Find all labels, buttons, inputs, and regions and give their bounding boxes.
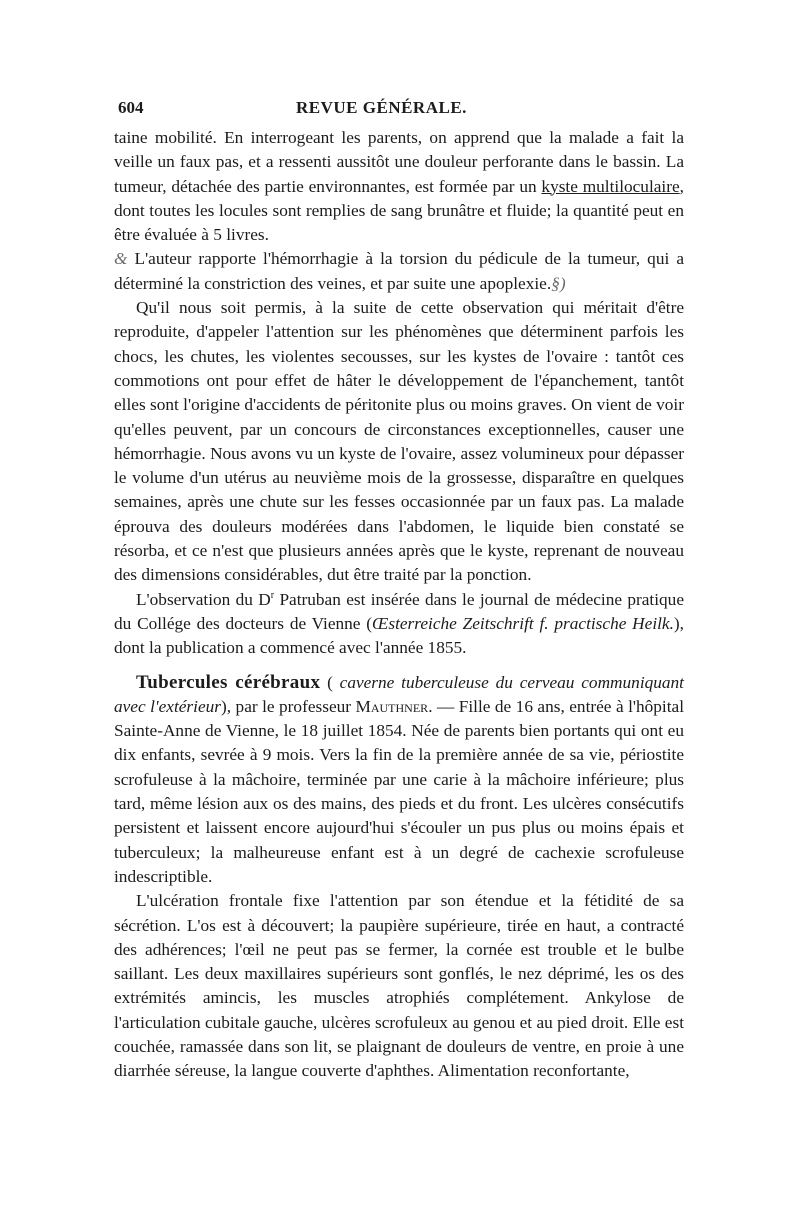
underlined-term: kyste multiloculaire (541, 176, 680, 196)
section-subtitle: caverne tuberculeuse du cerveau communiquant avec l'extérieur (114, 672, 684, 716)
section-text-a: ), par le professeur (221, 696, 356, 716)
paragraph-2-text: L'auteur rapporte l'hémorrhagie à la torsion du pédicule de la tumeur, qui a déterminé la constriction des veines, et par suite une apoplexie. (114, 249, 684, 293)
paragraph-3: Qu'il nous soit permis, à la suite de cette observation qui méritait d'être reproduite, d'appeler l'attention sur les phénomènes que déterminent parfois les chocs, les chutes, les violentes secousses, sur les kystes de l'ovaire : tantôt ces commotions ont pour effet de hâter le développement de l'épanchement, tantôt elles sont l'origine d'accidents de péritonite plus ou moins graves. On vient de voir qu'elles peuvent, par un concours de circonstances exceptionnelles, causer une hémorrhagie. Nous avons vu un kyste de l'ovaire, assez volumineux pour dépasser le volume d'un utérus au neuvième mois de la grossesse, disparaître en quelques semaines, après une chute sur les fesses occasionnée par un faux pas. La malade éprouva des douleurs modérées dans l'abdomen, le liquide bien constaté se résorba, et ce n'est que plusieurs années après que le kyste, reprenant de nouveau des dimensions considérables, dut être traité par la ponction. (114, 298, 684, 585)
section-paragraph (114, 671, 684, 890)
running-title: REVUE GÉNÉRALE. (296, 98, 467, 117)
section-title: Tubercules cérébraux (136, 671, 321, 693)
section-text-b: . — Fille de 16 ans, entrée à l'hôpital Sainte-Anne de Vienne, le 18 juillet 1854. Née de parents bien portants qui ont eu dix enfants, sevrée à 9 mois. Vers la fin de la première année de sa vie, périostite scrofuleuse à la mâchoire, terminée par une carie à la mâchoire inférieure; plus tard, même lésion aux os des mains, des pieds et du front. Les ulcères consécutifs persistent et laissent encore aujourd'hui s'écouler un pus plus ou moins épais et tuberculeux; la malheureuse enfant est à un degré de cachexie scrofuleuse indescriptible. (114, 696, 684, 886)
paragraph-4 (114, 588, 684, 661)
paragraph-4-text-b: Patruban est insérée dans le journal de médecine pratique du Collége des docteurs de Vienne ( (114, 589, 684, 633)
handwritten-mark-open: & (114, 249, 135, 269)
paragraph-1 (114, 126, 684, 247)
paragraph-4-text-c: ), dont la publication a commencé avec l'année 1855. (114, 613, 684, 658)
paragraph-4-text-a: L'observation du D (136, 589, 271, 609)
paragraph-1-text-b: , dont toutes les locules sont remplies de sang brunâtre et fluide; la quantité peut en être évaluée à 5 livres. (114, 176, 684, 245)
body-text (114, 126, 684, 1084)
journal-title: Œsterreiche Zeitschrift f. practische Heilk. (372, 613, 674, 633)
superscript: r (270, 589, 275, 601)
paragraph-1-text-a: taine mobilité. En interrogeant les parents, on apprend que la malade a fait la veille un faux pas, et a ressenti aussitôt une douleur perforante dans le bassin. La tumeur, détachée des partie environnantes, est formée par un (114, 128, 684, 196)
section-paren-open: ( (320, 672, 340, 692)
page-header (118, 98, 688, 122)
author-name: Mauthner (355, 696, 429, 716)
paragraph-6: L'ulcération frontale fixe l'attention par son étendue et la fétidité de sa sécrétion. L'os est à découvert; la paupière supérieure, tirée en haut, a contracté des adhérences; l'œil ne peut pas se fermer, la cornée est trouble et le bulbe saillant. Les deux maxillaires supérieurs sont gonflés, le nez déprimé, les os des extrémités amincis, les muscles atrophiés complétement. Ankylose de l'articulation cubitale gauche, ulcères scrofuleux au genou et au pied droit. Elle est couchée, ramassée dans son lit, se plaignant de douleurs de ventre, en proie à une diarrhée séreuse, la langue couverte d'aphthes. Alimentation reconfortante, (114, 891, 684, 1081)
paragraph-2 (114, 247, 684, 296)
page-number: 604 (118, 98, 144, 117)
handwritten-mark-close: §) (551, 273, 566, 293)
